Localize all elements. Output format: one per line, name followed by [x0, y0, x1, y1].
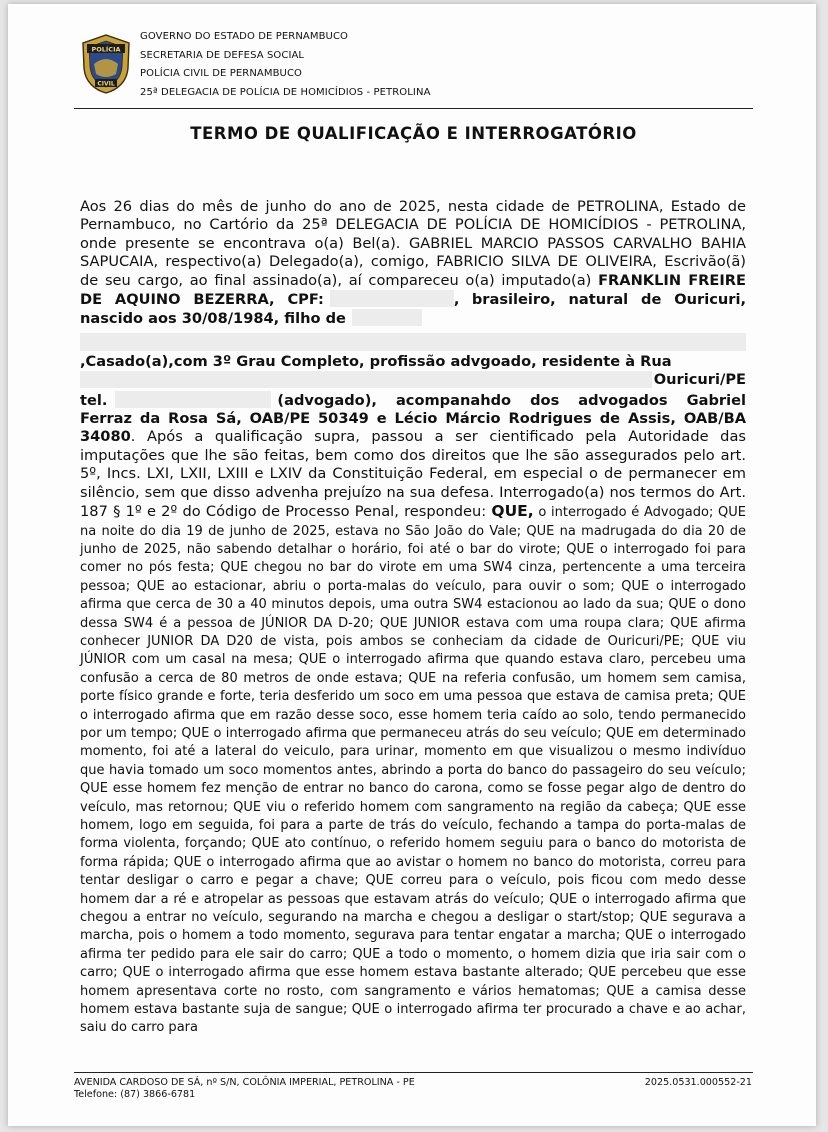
header-line-police: POLÍCIA CIVIL DE PERNAMBUCO: [140, 68, 303, 79]
document-title: TERMO DE QUALIFICAÇÃO E INTERROGATÓRIO: [190, 124, 637, 143]
opening-paragraph: Aos 26 dias do mês de junho do ano de 2025, nesta cidade de PETROLINA, Estado de Pernambuco, no Cartório da 25ª DELEGACIA DE POLÍCIA DE HOMICÍDIOS - PETROLINA, onde presente se encontrava o(a) Bel(a). GABRIEL MARCIO PASSOS CARVALHO BAHIA SAPUCAIA, respectivo(a) Delegado(a), comigo, FABRICIO SILVA DE OLIVEIRA, Escrivão(ã) de seu cargo, ao final assinado(a), aí compareceu o(a) imputado(a): [80, 198, 746, 289]
header-divider: [74, 108, 753, 109]
tel-label: tel.: [80, 391, 108, 409]
document-body: [80, 198, 746, 1037]
footer-doc-number: 2025.0531.000552-21: [644, 1077, 752, 1088]
redacted-phone: [115, 391, 271, 408]
lawyers: (advogado), acompanahdo dos advogados Gabriel Ferraz da Rosa Sá, OAB/PE 50349 e Lécio Márcio Rodrigues de Assis, OAB/BA 34080: [80, 391, 746, 446]
comma: ,: [453, 291, 460, 309]
letterhead: [80, 26, 750, 106]
footer-divider: [74, 1072, 753, 1073]
redacted-address: [80, 371, 652, 388]
rights-paragraph: . Após a qualificação supra, passou a ser cientificado pela Autoridade das imputações que lhe são feitas, bem como dos direitos que lhe são assegurados pelo art. 5º, Incs. LXI, LXII, LXIII e LXIV da Constituição Federal, em especial o de permanecer em silêncio, sem que disso advenha prejuízo na sua defesa. Interrogado(a) nos termos do Art. 187 § 1º e 2º do Código de Processo Penal, respondeu:: [80, 428, 746, 521]
footer-phone: Telefone: (87) 3866-6781: [74, 1089, 196, 1100]
statement-text: o interrogado é Advogado; QUE na noite do dia 19 de junho de 2025, estava no São João do Vale; QUE na madrugada do dia 20 de junho de 2025, não sabendo detalhar o horário, foi até o bar do virote; QUE o interrogado foi para comer no pós festa; QUE chegou no bar do virote em uma SW4 cinza, pertencente a uma terceira pessoa; QUE ao estacionar, abriu o porta-malas do veículo, para ouvir o som; QUE o interrogado afirma que cerca de 30 a 40 minutos depois, uma outra SW4 estacionou ao lado da sua; QUE o dono dessa SW4 é a pessoa de JÚNIOR DA D-20; QUE JUNIOR estava com uma roupa clara; QUE afirma conhecer JUNIOR DA D20 de vista, pois ambos se conheciam da cidade de Ouricuri/PE; QUE viu JÚNIOR com um casal na mesa; QUE o interrogado afirma que quando estava claro, percebeu uma confusão a cerca de 80 metros de onde estava; QUE na referia confusão, um homem sem camisa, porte físico grande e forte, teria desferido um soco em uma pessoa que estava de camisa preta; QUE o interrogado afirma que em razão desse soco, esse homem teria caído ao solo, tendo permanecido por um tempo; QUE o interrogado afirma que permaneceu atrás do seu veículo; QUE em determinado momento, foi até a lateral do veiculo, para urinar, momento em que visualizou o mesmo indivíduo que havia tomado um soco momentos antes, abrindo a porta do banco do passageiro do seu veículo; QUE esse homem fez menção de entrar no banco do carona, como se fosse pegar algo de dentro do veículo, mas retornou; QUE viu o referido homem com sangramento na região da cabeça; QUE esse homem, logo em seguida, foi para a parte de trás do veículo, fechando a tampa do porta-malas de forma violenta, forçando; QUE ato contínuo, o referido homem seguiu para o banco do motorista de forma rápida; QUE o interrogado afirma que ao avistar o homem no banco do motorista, correu para tentar desligar o carro e pegar a chave; QUE correu para o veículo, pois ficou com medo desse homem dar a ré e atropelar as pessoas que estavam atrás do veículo; QUE o interrogado afirma que chegou a entrar no veículo, segurando na marcha e chegou a desligar o start/stop; QUE segurava a marcha, pois o homem a todo momento, segurava para tentar engatar a marcha; QUE o interrogado afirma ter pedido para ele sair do carro; QUE a todo o momento, o homem dizia que iria sair com o carro; QUE o interrogado afirma que esse homem estava bastante alterado; QUE percebeu que esse homem apresentava corte no rosto, com sangramento e vários hematomas; QUE a camisa desse homem estava bastante suja de sangue; QUE o interrogado afirma ter procurado a chave e ao achar, saiu do carro para: [80, 505, 746, 1036]
header-line-precinct: 25ª DELEGACIA DE POLÍCIA DE HOMICÍDIOS - PETROLINA: [140, 86, 431, 98]
header-line-government: GOVERNO DO ESTADO DE PERNAMBUCO: [140, 31, 348, 42]
police-seal-icon: [80, 34, 132, 94]
letterhead-text: [140, 28, 431, 102]
defendant-civil-status: ,Casado(a),com 3º Grau Completo, profissão advgoado, residente à Rua: [80, 352, 672, 370]
redacted-parent: [352, 309, 422, 326]
defendant-city: Ouricuri/PE: [653, 371, 746, 389]
redacted-line: [80, 333, 746, 351]
redacted-cpf: [330, 290, 454, 307]
seal-bottom-text: CIVIL: [97, 80, 115, 88]
footer-address-block: [74, 1077, 415, 1101]
defendant-name-cpf: FRANKLIN FREIRE DE AQUINO BEZERRA, CPF:: [80, 271, 747, 309]
que-lead: QUE,: [491, 502, 534, 521]
footer-address: AVENIDA CARDOSO DE SÁ, nº S/N, COLÔNIA IMPERIAL, PETROLINA - PE: [74, 1077, 415, 1088]
header-line-secretariat: SECRETARIA DE DEFESA SOCIAL: [140, 49, 305, 61]
document-page: [8, 4, 816, 1126]
seal-top-text: POLÍCIA: [91, 45, 121, 54]
defendant-origin: brasileiro, natural de Ouricuri, nascido aos 30/08/1984, filho de: [80, 291, 746, 328]
